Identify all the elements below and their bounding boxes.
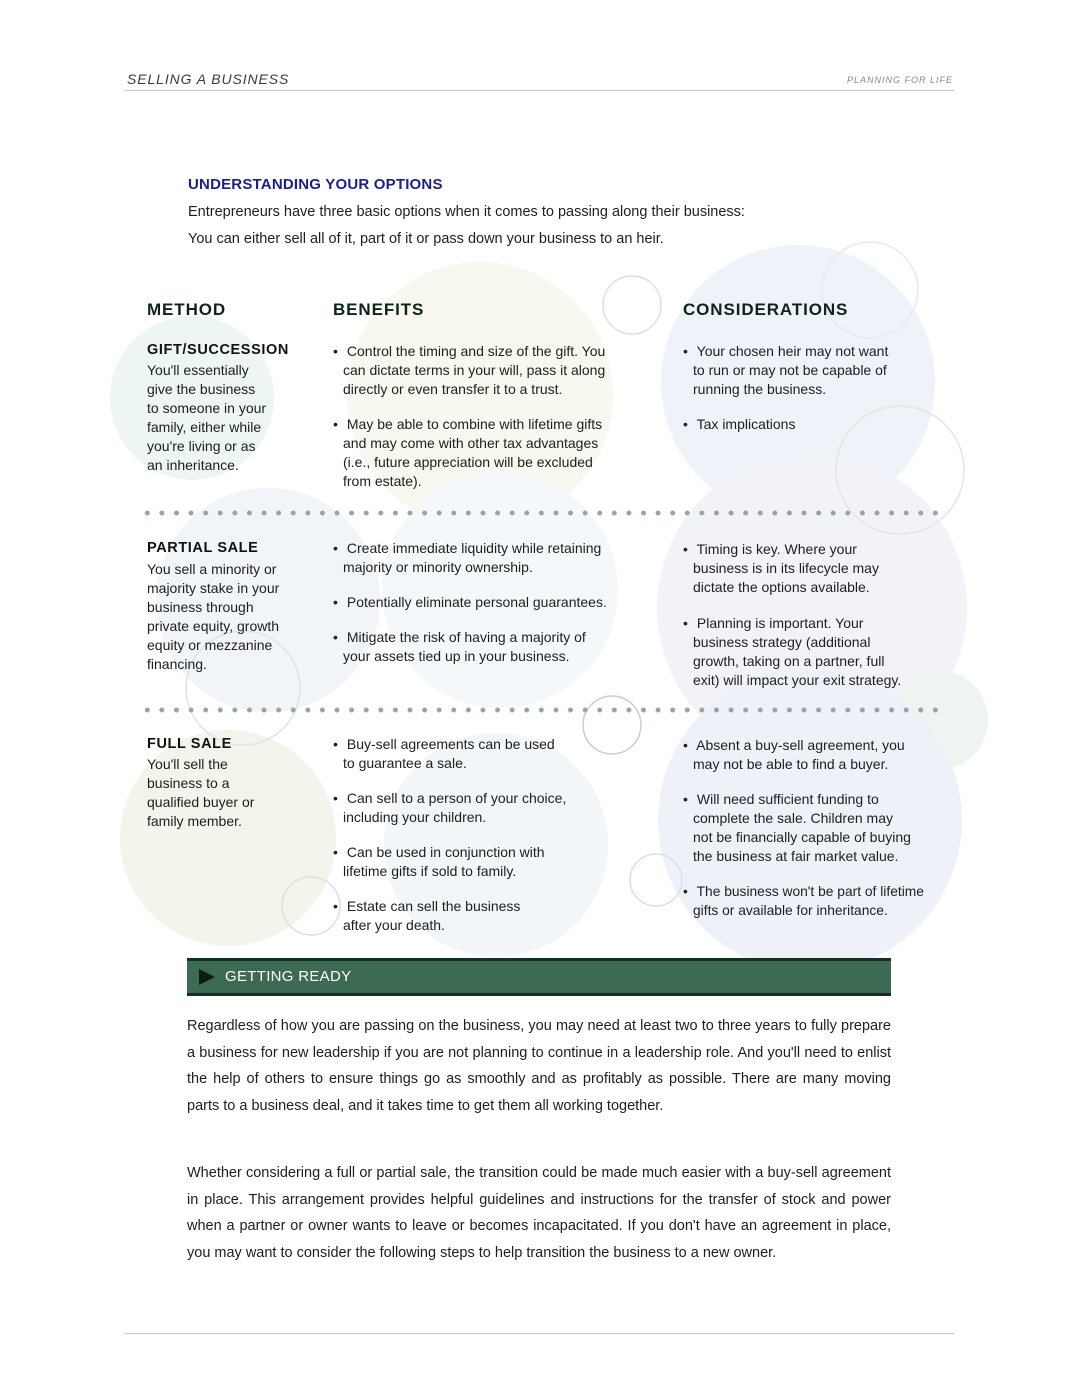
method-title-gift-succession: GIFT/SUCCESSION <box>147 342 289 358</box>
intro-line-1: Entrepreneurs have three basic options when it comes to passing along their business: <box>188 204 745 220</box>
method-title-full-sale: FULL SALE <box>147 736 232 752</box>
consideration-item: • Tax implications <box>683 415 795 434</box>
benefit-item: • Control the timing and size of the gift. You can dictate terms in your will, pass it along directly or even transfer it to a trust. <box>333 342 605 399</box>
running-header-title: SELLING A BUSINESS <box>127 71 290 87</box>
getting-ready-label: GETTING READY <box>225 968 352 985</box>
footer-rule <box>124 1333 954 1334</box>
column-heading-benefits: BENEFITS <box>333 300 425 319</box>
benefit-item: • Buy-sell agreements can be used to guarantee a sale. <box>333 735 555 773</box>
body-paragraph-2: Whether considering a full or partial sale, the transition could be made much easier with a buy-sell agreement in place. This arrangement provides helpful guidelines and instructions for the transfer of stock and power when a partner or owner wants to leave or becomes incapacitated. If you don't have an agreement in place, you may want to consider the following steps to help transition the business to a new owner. <box>187 1165 891 1261</box>
method-title-partial-sale: PARTIAL SALE <box>147 540 259 556</box>
intro-line-2: You can either sell all of it, part of it or pass down your business to an heir. <box>188 231 664 247</box>
consideration-item: • The business won't be part of lifetime gifts or available for inheritance. <box>683 882 924 920</box>
method-desc-full-sale: You'll sell the business to a qualified buyer or family member. <box>147 756 255 829</box>
consideration-item: • Timing is key. Where your business is in its lifecycle may dictate the options available. <box>683 540 879 597</box>
consideration-item: • Your chosen heir may not want to run or may not be capable of running the business. <box>683 342 888 399</box>
benefit-item: • Mitigate the risk of having a majority of your assets tied up in your business. <box>333 628 586 666</box>
running-header-series: PLANNING FOR LIFE <box>846 75 953 85</box>
column-heading-method: METHOD <box>147 300 227 319</box>
method-desc-gift-succession: You'll essentially give the business to someone in your family, either while you're living or as an inheritance. <box>147 362 267 473</box>
benefit-item: • Can be used in conjunction with lifetime gifts if sold to family. <box>333 843 545 881</box>
play-triangle-icon <box>199 969 215 985</box>
section-title: UNDERSTANDING YOUR OPTIONS <box>188 176 443 193</box>
column-heading-considerations: CONSIDERATIONS <box>683 300 849 319</box>
consideration-item: • Planning is important. Your business strategy (additional growth, taking on a partner, full exit) will impact your exit strategy. <box>683 614 901 690</box>
method-desc-partial-sale: You sell a minority or majority stake in your business through private equity, growth equity or mezzanine financing. <box>147 561 280 672</box>
dotted-divider <box>140 510 940 516</box>
benefit-item: • May be able to combine with lifetime gifts and may come with other tax advantages (i.e., future appreciation will be excluded from estate). <box>333 415 602 491</box>
benefit-item: • Estate can sell the business after your death. <box>333 897 520 935</box>
dotted-divider <box>140 707 940 713</box>
benefit-item: • Create immediate liquidity while retaining majority or minority ownership. <box>333 539 601 577</box>
consideration-item: • Absent a buy-sell agreement, you may not be able to find a buyer. <box>683 736 905 774</box>
getting-ready-banner <box>187 958 891 996</box>
benefit-item: • Potentially eliminate personal guarantees. <box>333 593 607 612</box>
header-rule <box>124 90 954 91</box>
consideration-item: • Will need sufficient funding to complete the sale. Children may not be financially capable of buying the business at fair market value. <box>683 790 911 866</box>
benefit-item: • Can sell to a person of your choice, including your children. <box>333 789 566 827</box>
body-paragraph-1: Regardless of how you are passing on the business, you may need at least two to three years to fully prepare a business for new leadership if you are not planning to continue in a leadership role. And you'll need to enlist the help of others to ensure things go as smoothly and as profitably as possible. There are many moving parts to a business deal, and it takes time to get them all working together. <box>187 1018 891 1114</box>
